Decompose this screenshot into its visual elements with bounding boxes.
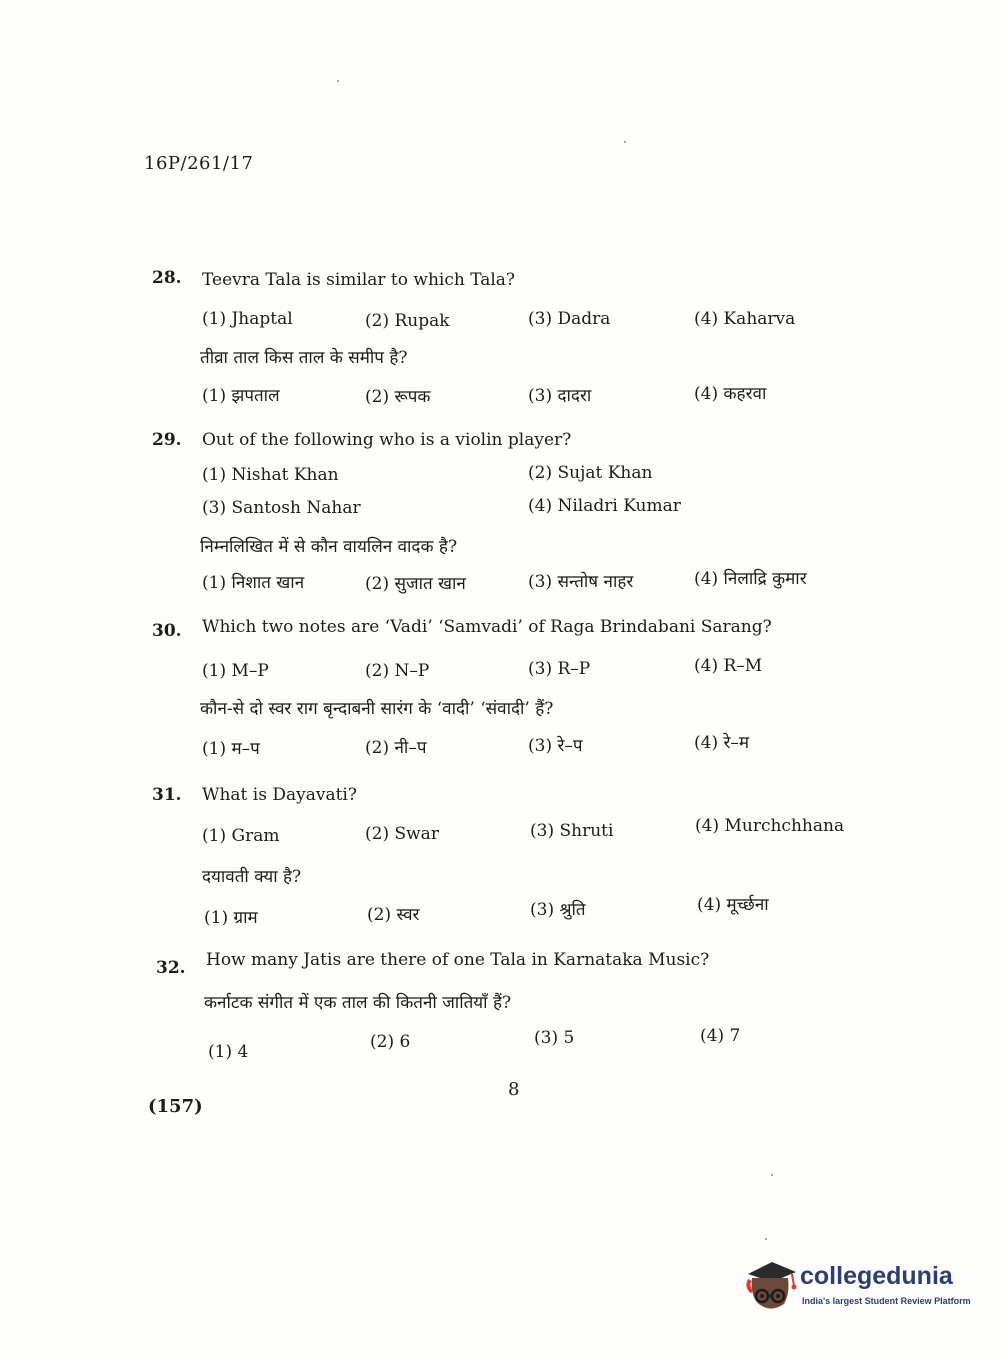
question-number: 28. <box>152 268 182 288</box>
option-en: (3) R–P <box>528 659 591 679</box>
mascot-icon <box>742 1256 800 1316</box>
page-number: 8 <box>508 1079 520 1100</box>
option-hi: (3) सन्तोष नाहर <box>528 572 634 592</box>
option-en: (3) Shruti <box>530 821 614 841</box>
question-number: 30. <box>152 621 182 641</box>
option-en: (4) Niladri Kumar <box>528 496 681 516</box>
scan-speck <box>771 1174 773 1176</box>
question-text-en: Out of the following who is a violin player? <box>202 430 572 450</box>
option-hi: (3) रे–प <box>528 736 583 756</box>
collegedunia-logo <box>742 1256 972 1318</box>
option-en: (1) Jhaptal <box>202 309 293 329</box>
option-hi: (1) झपताल <box>202 386 280 406</box>
option-hi: (4) रे–म <box>694 733 750 753</box>
question-text-hi: कौन-से दो स्वर राग बृन्दाबनी सारंग के ‘वादी’ ‘संवादी’ हैं? <box>200 699 554 719</box>
option-hi: (4) निलाद्रि कुमार <box>694 569 807 589</box>
scan-speck <box>337 80 339 82</box>
option-hi: (3) दादरा <box>528 386 592 406</box>
option: (2) 6 <box>370 1032 411 1052</box>
question-text-hi: दयावती क्या है? <box>202 867 302 887</box>
option-en: (4) R–M <box>694 656 763 676</box>
option-en: (2) Swar <box>365 824 439 844</box>
scan-speck <box>624 141 626 143</box>
option-en: (2) N–P <box>365 661 430 681</box>
serial-number: (157) <box>148 1096 203 1117</box>
option-en: (3) Santosh Nahar <box>202 498 361 518</box>
question-text-en: What is Dayavati? <box>202 785 357 805</box>
option-en: (1) Nishat Khan <box>202 465 339 485</box>
option: (3) 5 <box>534 1028 575 1048</box>
option-en: (1) Gram <box>202 826 280 846</box>
brand-name: collegedunia <box>800 1262 953 1290</box>
question-text-hi: निम्नलिखित में से कौन वायलिन वादक है? <box>200 537 458 557</box>
option-en: (2) Rupak <box>365 311 450 331</box>
brand-tagline: India's largest Student Review Platform <box>802 1296 971 1306</box>
question-number: 29. <box>152 430 182 450</box>
scan-speck <box>765 1238 767 1240</box>
question-text-en: Teevra Tala is similar to which Tala? <box>202 270 516 290</box>
option-en: (1) M–P <box>202 661 269 681</box>
option-hi: (4) मूर्च्छना <box>697 895 769 915</box>
option-en: (2) Sujat Khan <box>528 463 653 483</box>
option-hi: (2) स्वर <box>367 905 420 925</box>
option-hi: (2) सुजात खान <box>365 574 466 594</box>
question-text-en: How many Jatis are there of one Tala in Karnataka Music? <box>206 950 710 970</box>
option-hi: (2) नी–प <box>365 738 427 758</box>
option-hi: (1) निशात खान <box>202 573 305 593</box>
option-hi: (2) रूपक <box>365 387 431 407</box>
question-number: 31. <box>152 785 182 805</box>
option: (1) 4 <box>208 1042 249 1062</box>
option-en: (4) Kaharva <box>694 309 796 329</box>
option-hi: (1) ग्राम <box>204 908 258 928</box>
option-hi: (3) श्रुति <box>530 900 586 920</box>
question-text-hi: तीव्रा ताल किस ताल के समीप है? <box>200 348 408 368</box>
option-hi: (1) म–प <box>202 739 260 759</box>
option-en: (4) Murchchhana <box>695 816 845 836</box>
question-text-hi: कर्नाटक संगीत में एक ताल की कितनी जातियाँ हैं? <box>204 993 512 1013</box>
paper-code: 16P/261/17 <box>144 153 254 174</box>
option-hi: (4) कहरवा <box>694 384 767 404</box>
question-number: 32. <box>156 958 186 978</box>
question-text-en: Which two notes are ‘Vadi’ ‘Samvadi’ of Raga Brindabani Sarang? <box>202 617 772 637</box>
option-en: (3) Dadra <box>528 309 611 329</box>
option: (4) 7 <box>700 1026 741 1046</box>
